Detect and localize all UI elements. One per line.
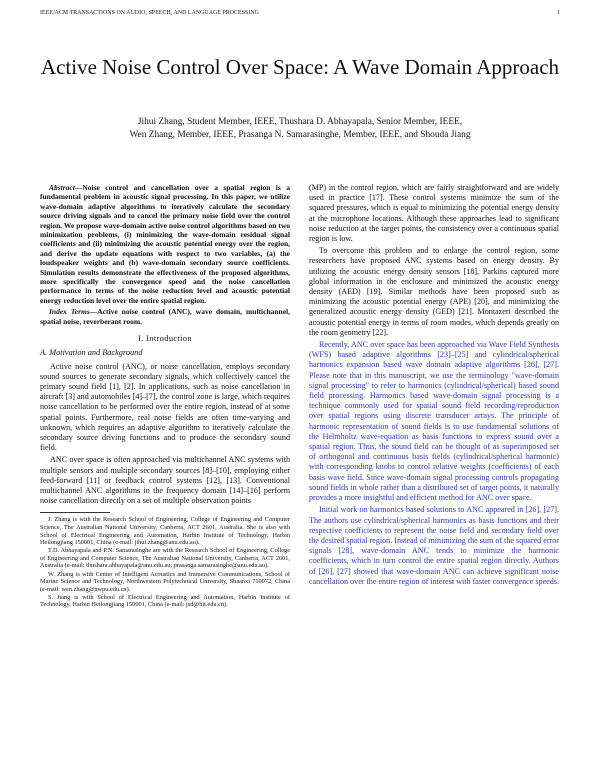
index-terms-label: Index Terms — [49, 307, 90, 317]
page-number: 1 — [557, 10, 560, 16]
footnotes — [40, 516, 290, 609]
highlighted-paragraph: Recently, ANC over space has been approached via Wave Field Synthesis (WFS) based adaptive algorithms [23]–[25] and cylindrical/spherical harmonics expansion based wave domain adaptive algorithms [26], [27]. Please note that in this manuscript, we use the terminology "wave-domain signal processing" to refer to harmonics (cylindrical/spherical) based sound field processing. Harmonics based wave-domain signal processing is a technique commonly used for spatial sound field recording/reproduction over spatial regions using discrete transducer arrays. The principle of harmonic representation of sound fields is to use fundamental solutions of the Helmholtz wave-equation as basis functions to express sound over a spatial region. Thus, the sound field can be thought of as superimposed set of orthogonal and continuous basis fields (cylindrical/spherical harmonic) with corresponding knobs to control relative weights (coefficients) of each basis wave field. Since wave-domain signal processing controls propagating sound fields in whole rather than a distributed set of target points, it naturally provides a more insightful and efficient method for ANC over space. — [309, 340, 559, 503]
journal-name: IEEE/ACM TRANSACTIONS ON AUDIO, SPEECH, AND LANGUAGE PROCESSING — [40, 10, 259, 16]
author-block — [40, 116, 560, 141]
section-heading: I. Introduction — [138, 334, 192, 344]
highlighted-paragraph: Initial work on harmonics based solutions to ANC appeared in [26], [27]. The authors use cylindrical/spherical harmonics as basis functions and their respective coefficients to represent the noise field and secondary field over the desired spatial region. Instead of minimizing the sum of the squared error signals [28], wave-domain ANC tends to minimize the harmonic coefficients, which in turn control the entire spatial region directly. Authors of [26], [27] showed that wave-domain ANC can achieve significant noise cancellation over the entire region of interest with faster convergence speeds. — [309, 505, 559, 586]
footnote: T.D. Abhayapala and P.N. Samarasinghe are with the Research School of Engineering, College of Engineering and Computer Science, The Australian National University, Canberra, ACT 2601, Australia (e-mail: thushara.abhayapala@anu.edu.au; prasanga.samarasinghe@anu.edu.au). — [40, 547, 290, 570]
paper-title: Active Noise Control Over Space: A Wave Domain Approach — [40, 55, 560, 79]
index-terms — [40, 307, 290, 326]
body-paragraph: Active noise control (ANC), or noise cancellation, employs secondary sound sources to generate secondary signals, which collectively cancel the primary sound field [1], [2]. In applications, such as noise cancellation in aircraft [3] and automobiles [4]–[7], the control zone is large, which requires noise cancellation to be performed over the entire region, instead of at some spatial points. Furthermore, real noise fields are often time-varying and unknown, which requires an adaptive algorithm to iteratively calculate the secondary source driving functions and to produce the secondary sound field. — [40, 361, 290, 453]
index-terms-text: —Active noise control (ANC), wave domain, multichannel, spatial noise, reverberant room. — [40, 307, 290, 326]
abstract-text: —Noise control and cancellation over a spatial region is a fundamental problem in acoustic signal processing. In this paper, we utilize wave-domain adaptive algorithms to iteratively calculate the secondary source driving signals and to cancel the primary noise field over the control region. We propose wave-domain active noise control algorithms based on two minimization problems, (i) minimizing the wave-domain residual signal coefficients and (ii) minimizing the acoustic potential energy over the region, and derive the update equations with respect to two variables, (a) the loudspeaker weights and (b) wave-domain secondary source coefficients. Simulation results demonstrate the effectiveness of the proposed algorithms, more specifically the convergence speed and the noise cancellation performance in terms of the noise reduction level and acoustic potential energy reduction level over the entire spatial region. — [40, 183, 290, 305]
author-line-2: Wen Zhang, Member, IEEE, Prasanga N. Samarasinghe, Member, IEEE, and Shouda Jiang — [129, 129, 471, 140]
left-column — [40, 183, 290, 609]
author-line-1: Jihui Zhang, Student Member, IEEE, Thushara D. Abhayapala, Senior Member, IEEE, — [137, 117, 463, 127]
subsection-heading: A. Motivation and Background — [40, 348, 143, 358]
footnote: J. Zhang is with the Research School of Engineering, College of Engineering and Computer Science, The Australian National University, Canberra, ACT 2601, Australia. She is also with School of Electrical Engineering and Automation, Harbin Institute of Technology, Harbin Heilongjiang 150001, China (e-mail: jihui.zhang@anu.edu.au). — [40, 516, 290, 547]
footnote-divider — [40, 512, 110, 513]
footnote: S. Jiang is with School of Electrical Engineering and Automation, Harbin Institute of Technology, Harbin Heilongjiang 150001, China (e-mail: jsd@hit.edu.cn). — [40, 593, 290, 609]
footnote: W. Zhang is with Center of Intelligent Acoustics and Immersive Communications, School of Marine Science and Technology, Northwestern Polytechnical University, Shaanxi 710072, China (e-mail: wen.zhang@nwpu.edu.cn). — [40, 570, 290, 593]
abstract-label: Abstract — [49, 183, 75, 192]
abstract — [40, 183, 290, 305]
right-column — [309, 183, 559, 589]
body-paragraph: ANC over space is often approached via multichannel ANC systems with multiple sensors and multiple secondary sources [8]–[10], employing either feed-forward [11] or feedback control systems [12], [13]. Conventional multichannel ANC algorithms in the frequency domain [14]–[16] perform noise cancellation directly on a set of multiple observation points — [40, 455, 290, 506]
body-paragraph: (MP) in the control region, which are fairly straightforward and are widely used in practice [17]. These control systems minimize the sum of the squared pressures, which is equal to minimizing the potential energy density at the microphone locations. Although these approaches lead to significant noise reduction at the target points, the consistency over a continuous spatial region is low. — [309, 183, 559, 244]
body-paragraph: To overcome this problem and to enlarge the control region, some researchers have proposed ANC systems based on energy density. By utilizing the acoustic energy density sensors [18], Parkins captured more global information in the enclosure and minimized the acoustic energy density (AED) [19]. Similar methods have been proposed such as minimizing the acoustic potential energy (APE) [20], and minimizing the generalized acoustic energy density (GED) [21]. Montazeri described the acoustic potential energy in terms of room modes, which depends greatly on the room geometry [22]. — [309, 246, 559, 337]
